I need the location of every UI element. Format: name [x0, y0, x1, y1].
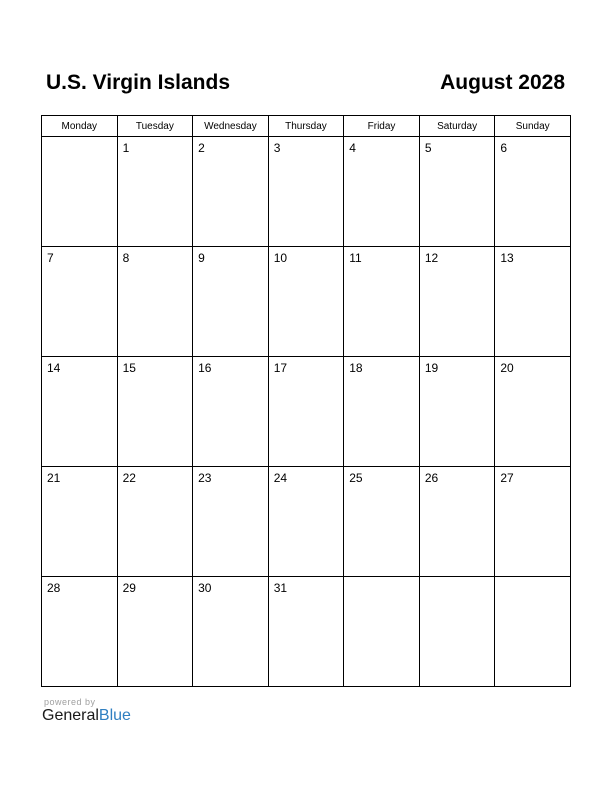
day-number: 29	[122, 581, 136, 595]
day-cell	[419, 357, 495, 467]
day-number: 8	[122, 251, 130, 265]
week-row	[42, 247, 571, 357]
day-number: 6	[500, 141, 508, 155]
day-cell	[268, 467, 344, 577]
week-row	[42, 357, 571, 467]
day-cell	[42, 357, 118, 467]
day-number	[344, 577, 419, 581]
day-number: 27	[500, 471, 514, 485]
day-cell	[42, 247, 118, 357]
day-cell	[495, 577, 571, 687]
day-number: 21	[47, 471, 61, 485]
day-cell	[193, 137, 269, 247]
day-cell	[193, 577, 269, 687]
day-number: 20	[500, 361, 514, 375]
day-cell	[42, 577, 118, 687]
day-number: 2	[198, 141, 205, 155]
day-cell	[268, 137, 344, 247]
week-row	[42, 137, 571, 247]
day-cell	[419, 247, 495, 357]
day-number: 10	[273, 251, 288, 265]
weekday-header-row	[42, 116, 571, 137]
day-cell	[117, 577, 193, 687]
day-cell	[495, 467, 571, 577]
day-number: 25	[349, 471, 363, 485]
day-cell	[42, 137, 118, 247]
day-cell	[419, 577, 495, 687]
day-cell	[117, 467, 193, 577]
day-number: 17	[273, 361, 288, 375]
day-number: 16	[198, 361, 212, 375]
day-number: 31	[273, 581, 288, 595]
day-number: 7	[47, 251, 54, 265]
weekday-header: Friday	[344, 116, 420, 137]
day-cell	[193, 467, 269, 577]
day-number: 19	[424, 361, 439, 375]
weekday-header: Wednesday	[193, 116, 269, 137]
day-cell	[495, 357, 571, 467]
powered-by-label: powered by	[44, 697, 96, 707]
day-cell	[344, 467, 420, 577]
day-number: 18	[349, 361, 363, 375]
brand-blue-text: Blue	[98, 707, 131, 724]
day-cell	[344, 577, 420, 687]
day-number: 26	[424, 471, 439, 485]
day-cell	[419, 467, 495, 577]
day-cell	[117, 247, 193, 357]
weekday-header: Thursday	[268, 116, 344, 137]
week-row	[42, 577, 571, 687]
day-cell	[495, 137, 571, 247]
day-number: 3	[273, 141, 281, 155]
day-cell	[495, 247, 571, 357]
day-number: 30	[198, 581, 212, 595]
day-number: 1	[122, 141, 130, 155]
day-number: 9	[198, 251, 205, 265]
day-number: 15	[122, 361, 136, 375]
weekday-header: Monday	[42, 116, 118, 137]
calendar-month-title: August 2028	[440, 71, 565, 94]
day-cell	[268, 247, 344, 357]
day-cell	[193, 247, 269, 357]
day-cell	[117, 137, 193, 247]
day-number: 23	[198, 471, 212, 485]
day-cell	[344, 137, 420, 247]
day-number: 13	[500, 251, 514, 265]
weekday-header: Saturday	[419, 116, 495, 137]
brand-general-text: General	[42, 707, 99, 724]
day-cell	[117, 357, 193, 467]
day-number: 5	[424, 141, 432, 155]
day-number: 4	[349, 141, 356, 155]
day-cell	[419, 137, 495, 247]
day-cell	[344, 357, 420, 467]
day-number: 22	[122, 471, 136, 485]
day-number	[42, 137, 117, 141]
calendar-grid	[41, 115, 571, 687]
day-cell	[268, 357, 344, 467]
day-number: 24	[273, 471, 288, 485]
day-cell	[344, 247, 420, 357]
day-number: 14	[47, 361, 61, 375]
day-cell	[193, 357, 269, 467]
week-row	[42, 467, 571, 577]
calendar-country-title: U.S. Virgin Islands	[46, 71, 230, 94]
generalblue-logo[interactable]	[42, 707, 131, 725]
day-cell	[42, 467, 118, 577]
day-number: 28	[47, 581, 61, 595]
weekday-header: Sunday	[495, 116, 571, 137]
day-number	[495, 577, 570, 581]
day-number: 12	[424, 251, 439, 265]
day-number: 11	[349, 251, 362, 265]
day-number	[420, 577, 495, 581]
day-cell	[268, 577, 344, 687]
weekday-header: Tuesday	[117, 116, 193, 137]
